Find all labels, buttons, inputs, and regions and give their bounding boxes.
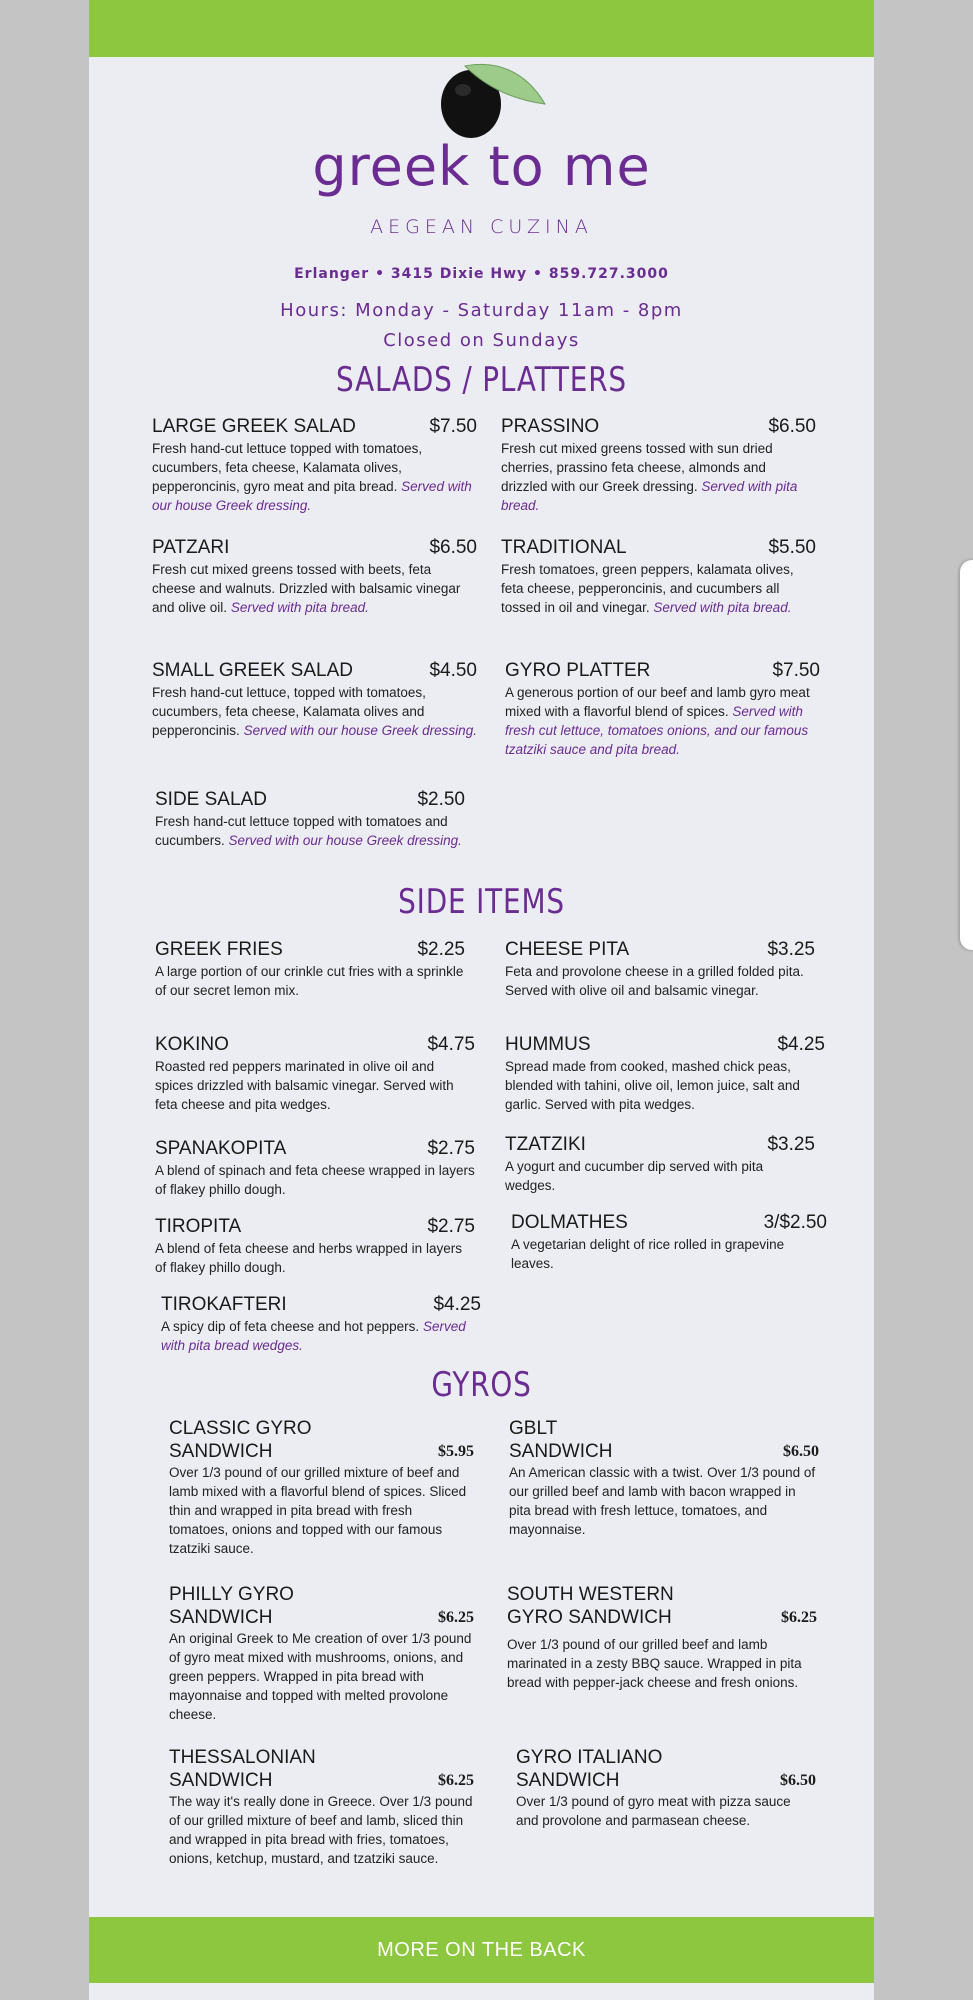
menu-item (516, 1746, 816, 1830)
menu-item (155, 1137, 475, 1199)
item-desc: Over 1/3 pound of our grilled beef and lamb marinated in a zesty BBQ sauce. Wrapped in pita bread with pepper-jack cheese and fresh onions. (507, 1637, 802, 1690)
item-price: $3.25 (767, 939, 815, 960)
item-name: GBLT (509, 1418, 558, 1439)
item-serve-note: Served with pita bread. (230, 600, 369, 615)
item-desc: Spread made from cooked, mashed chick peas, blended with tahini, olive oil, lemon juice, salt and garlic. Served with pita wedges. (505, 1059, 800, 1112)
item-name: KOKINO (155, 1034, 229, 1055)
menu-item (152, 415, 477, 515)
menu-item (169, 1583, 474, 1724)
item-name: CHEESE PITA (505, 939, 630, 960)
item-desc: A vegetarian delight of rice rolled in grapevine leaves. (511, 1237, 785, 1271)
item-serve-note: Served with our house Greek dressing. (228, 833, 462, 848)
item-desc: A blend of feta cheese and herbs wrapped in layers of flakey phillo dough. (155, 1241, 462, 1275)
item-price: $2.50 (417, 789, 465, 810)
item-name-line2: GYRO SANDWICH (507, 1607, 672, 1628)
item-name: SOUTH WESTERN (507, 1584, 674, 1605)
item-price: $4.25 (433, 1294, 481, 1315)
item-desc: Roasted red peppers marinated in olive oil and spices drizzled with balsamic vinegar. Served with feta cheese and pita wedges. (155, 1059, 454, 1112)
item-desc: Fresh tomatoes, green peppers, kalamata olives, feta cheese, pepperoncinis, and cucumbers all tossed in oil and vinegar. (501, 562, 794, 615)
item-desc: Fresh hand-cut lettuce, topped with tomatoes, cucumbers, feta cheese, Kalamata olives and pepperoncinis. (152, 685, 426, 738)
menu-item (501, 536, 816, 617)
menu-item (505, 659, 820, 759)
item-name: SPANAKOPITA (155, 1138, 287, 1159)
menu-item (152, 536, 477, 617)
item-name: SMALL GREEK SALAD (152, 660, 353, 681)
item-name: TZATZIKI (505, 1134, 586, 1155)
item-price: $5.95 (438, 1443, 474, 1460)
menu-item (155, 1033, 475, 1114)
item-serve-note: Served with our house Greek dressing. (152, 479, 472, 513)
item-desc: Over 1/3 pound of our grilled mixture of beef and lamb mixed with a flavorful blend of spices. Sliced thin and wrapped in pita bread with fresh tomatoes, onions and topped with our famous tzatziki sauce. (169, 1465, 467, 1556)
item-price: $2.25 (417, 939, 465, 960)
item-price: $6.25 (438, 1772, 474, 1789)
item-serve-note: Served with fresh cut lettuce, tomatoes onions, and our famous tzatziki sauce and pita bread. (505, 704, 809, 757)
menu-item (505, 1033, 825, 1114)
brand-tagline: AEGEAN CUZINA (370, 216, 593, 238)
section-title-sides: SIDE ITEMS (398, 882, 565, 922)
item-serve-note: Served with our house Greek dressing. (243, 723, 477, 738)
item-price: $2.75 (427, 1138, 475, 1159)
item-name: HUMMUS (505, 1034, 591, 1055)
item-price: $6.25 (781, 1609, 817, 1626)
address-line: Erlanger • 3415 Dixie Hwy • 859.727.3000 (294, 266, 669, 282)
section-title-gyros: GYROS (431, 1365, 532, 1405)
menu-page (89, 0, 874, 2000)
hours-line: Hours: Monday - Saturday 11am - 8pm (280, 300, 683, 321)
item-serve-note: Served with pita bread. (501, 479, 798, 513)
item-desc: A yogurt and cucumber dip served with pita wedges. (505, 1159, 764, 1193)
closed-line: Closed on Sundays (383, 330, 580, 351)
item-desc: Feta and provolone cheese in a grilled folded pita. Served with olive oil and balsamic vinegar. (505, 964, 804, 998)
item-name-line2: SANDWICH (509, 1441, 613, 1462)
item-name: TRADITIONAL (501, 537, 627, 558)
item-name: SIDE SALAD (155, 789, 267, 810)
item-price: $7.50 (429, 416, 477, 437)
item-desc: Fresh hand-cut lettuce topped with tomatoes and cucumbers. (155, 814, 448, 848)
menu-item (509, 1417, 819, 1539)
item-name: THESSALONIAN (169, 1747, 316, 1768)
menu-item (169, 1746, 474, 1868)
item-name: PRASSINO (501, 416, 600, 437)
top-bar (89, 0, 874, 57)
item-name-line2: SANDWICH (169, 1607, 273, 1628)
item-name: GREEK FRIES (155, 939, 283, 960)
item-serve-note: Served with pita bread wedges. (161, 1319, 466, 1353)
item-desc: Fresh cut mixed greens tossed with beets, feta cheese and walnuts. Drizzled with balsamic vinegar and olive oil. (152, 562, 461, 615)
item-name-line2: SANDWICH (516, 1770, 620, 1791)
item-price: $6.25 (438, 1609, 474, 1626)
item-desc: Fresh cut mixed greens tossed with sun dried cherries, prassino feta cheese, almonds and drizzled with our Greek dressing. (501, 441, 773, 494)
section-title-salads: SALADS / PLATTERS (336, 360, 627, 400)
menu-item (505, 1133, 815, 1195)
item-name: TIROPITA (155, 1216, 242, 1237)
item-price: $5.50 (768, 537, 816, 558)
item-price: $4.25 (777, 1034, 825, 1055)
menu-item (507, 1583, 817, 1692)
menu-item (155, 1215, 475, 1277)
item-price: $6.50 (429, 537, 477, 558)
item-serve-note: Served with pita bread. (653, 600, 792, 615)
item-price: 3/$2.50 (763, 1212, 827, 1233)
item-price: $6.50 (780, 1772, 816, 1789)
item-desc: The way it's really done in Greece. Over 1/3 pound of our grilled mixture of beef and lamb, sliced thin and wrapped in pita bread with fries, tomatoes, onions, ketchup, mustard, and tzatziki sauce. (169, 1794, 473, 1866)
menu-item (505, 938, 815, 1000)
item-price: $4.75 (427, 1034, 475, 1055)
menu-item (161, 1293, 481, 1355)
item-desc: A spicy dip of feta cheese and hot peppers. (161, 1319, 420, 1334)
item-name: GYRO ITALIANO (516, 1747, 663, 1768)
item-name: DOLMATHES (511, 1212, 628, 1233)
item-name: GYRO PLATTER (505, 660, 651, 681)
menu-item (501, 415, 816, 515)
menu-item (155, 938, 465, 1000)
item-name: PHILLY GYRO (169, 1584, 294, 1605)
item-desc: An original Greek to Me creation of over 1/3 pound of gyro meat mixed with mushrooms, onions, and green peppers. Wrapped in pita bread with mayonnaise and topped with melted provolone cheese. (169, 1631, 472, 1722)
item-price: $3.25 (767, 1134, 815, 1155)
item-price: $7.50 (772, 660, 820, 681)
item-price: $2.75 (427, 1216, 475, 1237)
menu-item (169, 1417, 474, 1558)
item-price: $4.50 (429, 660, 477, 681)
item-desc: A generous portion of our beef and lamb gyro meat mixed with a flavorful blend of spices. (505, 685, 810, 719)
item-desc: An American classic with a twist. Over 1/3 pound of our grilled beef and lamb with bacon wrapped in pita bread with fresh lettuce, tomatoes, and mayonnaise. (509, 1465, 816, 1537)
brand-name: greek to me (312, 135, 651, 198)
item-name: LARGE GREEK SALAD (152, 416, 356, 437)
menu-item (155, 788, 465, 850)
item-name: CLASSIC GYRO (169, 1418, 312, 1439)
item-desc: A blend of spinach and feta cheese wrapped in layers of flakey phillo dough. (155, 1163, 475, 1197)
menu-item (511, 1211, 827, 1273)
item-price: $6.50 (768, 416, 816, 437)
item-name: TIROKAFTERI (161, 1294, 287, 1315)
item-name-line2: SANDWICH (169, 1770, 273, 1791)
menu-item (152, 659, 477, 740)
item-price: $6.50 (783, 1443, 819, 1460)
item-desc: Over 1/3 pound of gyro meat with pizza sauce and provolone and parmasean cheese. (516, 1794, 791, 1828)
more-on-back-footer: MORE ON THE BACK (89, 1917, 874, 1983)
side-drawer-handle[interactable] (960, 560, 973, 950)
item-name: PATZARI (152, 537, 230, 558)
item-desc: Fresh hand-cut lettuce topped with tomatoes, cucumbers, feta cheese, Kalamata olives, pepperoncinis, gyro meat and pita bread. (152, 441, 423, 494)
item-name-line2: SANDWICH (169, 1441, 273, 1462)
item-desc: A large portion of our crinkle cut fries with a sprinkle of our secret lemon mix. (155, 964, 464, 998)
